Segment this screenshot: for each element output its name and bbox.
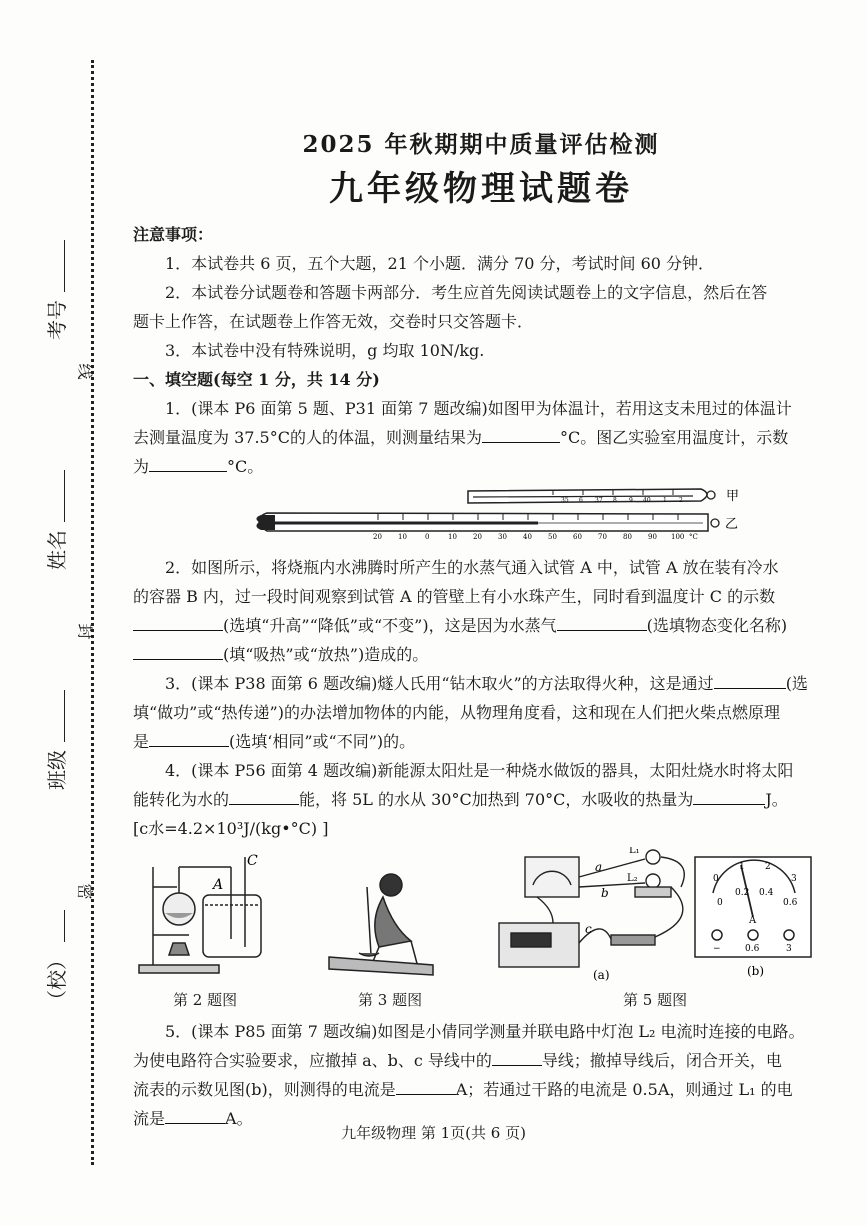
name-line [46,470,65,522]
meter-top-1: 1 [739,862,745,872]
fig2-caption: 第 2 题图 [173,991,238,1009]
wire-label-c: c [585,922,592,936]
meter-terminal-neg: − [713,944,721,954]
q5-text-a: 为使电路符合实验要求，应撤掉 a、b、c 导线中的 [133,1051,492,1070]
exam-subtitle: 2025 年秋期期中质量评估检测 [302,131,660,158]
class-line [46,690,65,742]
q1-line-1: 1．(课本 P6 面第 5 题、P31 面第 7 题改编)如图甲为体温计，若用这支未甩过的体温计 [165,399,792,418]
q4-text-c: J。 [765,790,788,809]
q3-line-2: 填“做功”或“热传递”)的办法增加物体的内能，从物理角度看，这和现在人们把火柴点燃原理 [133,703,780,722]
q4-blank-2[interactable] [693,788,765,805]
label-jia: 甲 [726,489,740,504]
exam-number-field [40,240,70,340]
clinical-tick-label: 35 [561,497,569,504]
lab-tick-label: 20 [473,533,482,541]
q5-line-3 [133,1075,829,1104]
binding-dotted-line [91,60,94,1165]
lab-tick-label: 60 [573,533,582,541]
exam-title: 九年级物理试题卷 [329,169,633,209]
fig3-fire-drill-person [329,874,433,975]
clinical-tick-label: 37 [595,497,603,504]
q1-line-2 [133,423,829,452]
q5-text-f: A。 [225,1109,253,1128]
meter-bottom-1: 0.2 [735,888,750,898]
notice-item-3: 3．本试卷中没有特殊说明，g 均取 10N/kg. [165,341,485,360]
school-label: （校） [44,950,69,1010]
q2-blank-2[interactable] [557,614,647,631]
meter-top-0: 0 [713,874,719,884]
clinical-tick-label: 8 [613,497,617,504]
clinical-tick-label: 6 [579,497,583,504]
q4-line-2 [133,785,829,814]
fig5a-label: (a) [593,968,610,982]
section-1-heading: 一、填空题(每空 1 分，共 14 分) [133,370,380,389]
figures-drawing [133,847,829,987]
lab-thermometer [256,513,719,541]
q5-blank-2[interactable] [396,1078,456,1095]
lab-tick-label: 10 [448,533,457,541]
fig2-apparatus [139,857,261,973]
q2-text-c: (填“吸热”或“放热”)造成的。 [223,645,429,664]
q1-blank-2[interactable] [149,455,227,472]
lamp-L1-label: L₁ [629,847,640,856]
lab-tick-label: 0 [425,533,430,541]
q1-line-3 [133,452,829,481]
thermometer-drawing [133,485,829,547]
class-label: 班级 [44,750,69,790]
q3-blank-1[interactable] [714,672,786,689]
fig2-label-C: C [247,853,258,869]
lab-tick-label: 30 [498,533,507,541]
meter-top-2: 2 [765,862,771,872]
q2-text-b: (选填物态变化名称) [646,616,788,635]
fig5a-circuit [499,850,684,967]
meter-unit: A [749,915,757,926]
q5-text-d: A；若通过干路的电流是 0.5A，则通过 L₁ 的电 [455,1080,793,1099]
clinical-tick-label: 40 [643,497,651,504]
meter-terminal-06: 0.6 [745,944,760,954]
q1-text-c: 为 [133,457,150,476]
q2-line-3 [133,611,829,640]
q4-line-3: [c水=4.2×10³J/(kg•°C) ] [133,819,329,838]
q4-blank-1[interactable] [229,788,299,805]
q4-text-a: 能转化为水的 [133,790,230,809]
seal-char-feng: 封 [75,623,95,640]
q5-line-2 [133,1046,829,1075]
meter-terminal-3: 3 [786,944,792,954]
notice-item-2: 2．本试卷分试题卷和答题卡两部分．考生应首先阅读试题卷上的文字信息，然后在答 [165,283,768,302]
q3-line-1 [133,669,829,698]
q3-line-3 [133,727,829,756]
q2-text-a: (选填“升高”“降低”或“不变”)，这是因为水蒸气 [223,616,557,635]
fig5-caption: 第 5 题图 [623,991,688,1009]
meter-bottom-3: 0.6 [783,898,798,908]
lab-tick-label: 20 [373,533,382,541]
notice-item-2-cont: 题卡上作答，在试题卷上作答无效，交卷时只交答题卡． [133,312,534,331]
seal-char-xian: 线 [75,363,95,380]
lab-tick-label: 50 [548,533,557,541]
notice-item-1: 1．本试卷共 6 页，五个大题，21 个小题．满分 70 分，考试时间 60 分钟． [165,254,715,273]
exam-content [133,126,829,1133]
q1-text-b: °C。图乙实验室用温度计，示数 [559,428,789,447]
clinical-tick-label: 9 [629,497,633,504]
q2-blank-3[interactable] [133,643,223,660]
school-field [40,910,70,1010]
seal-char-mi: 密 [75,883,95,900]
q5-line-1: 5．(课本 P85 面第 7 题改编)如图是小倩同学测量并联电路中灯泡 L₂ 电流时连接的电路。 [165,1022,805,1041]
page-footer: 九年级物理 第 1页(共 6 页) [341,1124,526,1142]
q1-blank-1[interactable] [482,426,560,443]
wire-label-a: a [595,860,603,874]
clinical-thermometer [468,489,715,504]
q2-line-2: 的容器 B 内，过一段时间观察到试管 A 的管壁上有小水珠产生，同时看到温度计 C 的示数 [133,587,776,606]
q4-line-1: 4．(课本 P56 面第 4 题改编)新能源太阳灶是一种烧水做饭的器具，太阳灶烧水时将太阳 [165,761,794,780]
lab-tick-label: 80 [623,533,632,541]
q5-text-e: 流是 [133,1109,166,1128]
label-yi: 乙 [725,517,739,532]
q5-blank-1[interactable] [492,1049,542,1066]
fig5b-label: (b) [747,964,765,978]
notice-heading: 注意事项： [133,225,214,244]
name-label: 姓名 [44,530,69,570]
q1-text-a: 去测量温度为 37.5°C的人的体温，则测量结果为 [133,428,482,447]
exam-number-label: 考号 [44,300,69,340]
lab-unit-label: °C [689,533,698,541]
lab-tick-label: 10 [398,533,407,541]
clinical-tick-label: 1 [663,497,667,504]
q1-text-d: °C。 [227,457,264,476]
fig3-caption: 第 3 题图 [358,991,423,1009]
meter-top-3: 3 [791,874,797,884]
q3-blank-2[interactable] [149,730,229,747]
lab-tick-label: 90 [648,533,657,541]
clinical-tick-label: 2 [679,497,683,504]
lab-tick-label: 100 [671,533,685,541]
name-field [40,470,70,570]
q3-text-c: 是 [133,732,150,751]
fig2-label-A: A [213,877,224,893]
binding-margin [0,0,95,1226]
wire-label-b: b [601,886,609,900]
lamp-L2-label: L₂ [627,873,638,884]
figures-row [133,847,829,1017]
exam-number-line [46,240,65,292]
q2-line-1: 2．如图所示，将烧瓶内水沸腾时所产生的水蒸气通入试管 A 中，试管 A 放在装有冷水 [165,558,779,577]
q4-text-b: 能，将 5L 的水从 30°C加热到 70°C，水吸收的热量为 [299,790,694,809]
q3-text-b: (选 [785,674,808,693]
thermometer-figure [133,485,829,547]
school-line [46,910,65,942]
q3-text-a: 3．(课本 P38 面第 6 题改编)燧人氏用“钻木取火”的方法取得火种，这是通过 [165,674,714,693]
meter-bottom-0: 0 [717,898,723,908]
q2-blank-1[interactable] [133,614,223,631]
lab-tick-label: 40 [523,533,532,541]
q2-line-4 [133,640,829,669]
lab-tick-label: 70 [598,533,607,541]
meter-bottom-2: 0.4 [759,888,774,898]
q5-text-b: 导线；撤掉导线后，闭合开关，电 [541,1051,782,1070]
q5-text-c: 流表的示数见图(b)，则测得的电流是 [133,1080,396,1099]
q3-text-d: (选填‘相同”或“不同”)的。 [229,732,416,751]
class-field [40,690,70,790]
